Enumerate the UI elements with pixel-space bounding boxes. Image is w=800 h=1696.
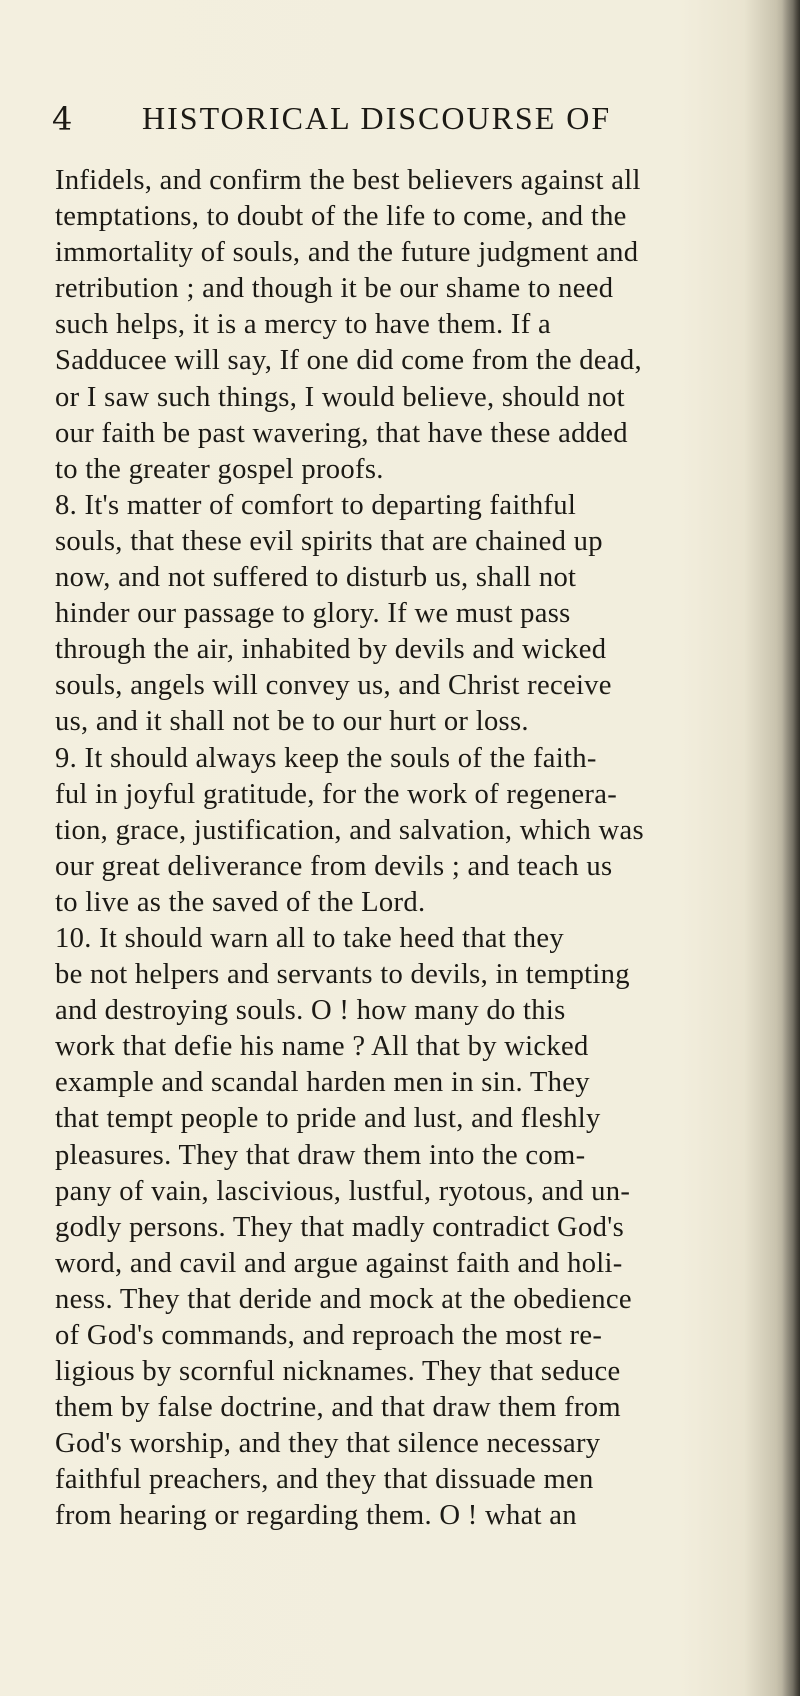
- text-line: them by false doctrine, and that draw them from: [55, 1392, 621, 1424]
- text-line: 10. It should warn all to take heed that they: [55, 922, 564, 954]
- text-line: pany of vain, lascivious, lustful, ryotous, and un-: [55, 1175, 631, 1207]
- running-head: HISTORICAL DISCOURSE OF: [142, 100, 612, 136]
- text-line: hinder our passage to glory. If we must pass: [55, 598, 571, 630]
- page-number: 4: [52, 100, 73, 138]
- text-line: work that defie his name ? All that by wicked: [55, 1031, 589, 1063]
- text-line: souls, that these evil spirits that are chained up: [55, 525, 603, 557]
- text-line: immortality of souls, and the future judgment and: [55, 237, 639, 269]
- text-line: word, and cavil and argue against faith and holi-: [55, 1247, 623, 1279]
- text-line: from hearing or regarding them. O ! what an: [55, 1500, 577, 1532]
- text-line: and destroying souls. O ! how many do this: [55, 995, 566, 1027]
- text-line: ful in joyful gratitude, for the work of regenera-: [55, 778, 618, 810]
- text-line: retribution ; and though it be our shame to need: [55, 273, 614, 305]
- text-line: to live as the saved of the Lord.: [55, 886, 426, 918]
- text-line: ness. They that deride and mock at the obedience: [55, 1283, 632, 1315]
- text-line: our faith be past wavering, that have these added: [55, 417, 628, 449]
- text-line: be not helpers and servants to devils, in tempting: [55, 959, 630, 991]
- text-line: of God's commands, and reproach the most re-: [55, 1320, 603, 1351]
- text-line: our great deliverance from devils ; and teach us: [55, 850, 613, 882]
- text-line: us, and it shall not be to our hurt or loss.: [55, 706, 529, 738]
- text-line: that tempt people to pride and lust, and fleshly: [55, 1103, 601, 1135]
- text-line: to the greater gospel proofs.: [55, 453, 384, 485]
- page-header: [52, 100, 692, 140]
- text-line: such helps, it is a mercy to have them. If a: [55, 309, 551, 341]
- text-line: through the air, inhabited by devils and wicked: [55, 634, 607, 666]
- text-line: faithful preachers, and they that dissuade men: [55, 1464, 594, 1496]
- text-line: Infidels, and confirm the best believers against all: [55, 165, 641, 196]
- text-line: pleasures. They that draw them into the com-: [55, 1139, 586, 1171]
- text-line: ligious by scornful nicknames. They that seduce: [55, 1356, 621, 1388]
- text-line: souls, angels will convey us, and Christ receive: [55, 670, 612, 702]
- text-line: 8. It's matter of comfort to departing faithful: [55, 489, 577, 521]
- text-line: tion, grace, justification, and salvation, which was: [55, 814, 644, 846]
- body-text: [55, 163, 745, 1535]
- text-line: godly persons. They that madly contradict God's: [55, 1211, 625, 1243]
- page-edge-shadow: [782, 0, 800, 1696]
- text-line: example and scandal harden men in sin. They: [55, 1067, 590, 1099]
- text-line: God's worship, and they that silence necessary: [55, 1428, 601, 1460]
- text-line: Sadducee will say, If one did come from the dead,: [55, 345, 642, 377]
- text-line: temptations, to doubt of the life to come, and the: [55, 201, 627, 233]
- text-line: or I saw such things, I would believe, should not: [55, 381, 625, 413]
- text-line: 9. It should always keep the souls of the faith-: [55, 742, 597, 774]
- text-line: now, and not suffered to disturb us, shall not: [55, 562, 577, 594]
